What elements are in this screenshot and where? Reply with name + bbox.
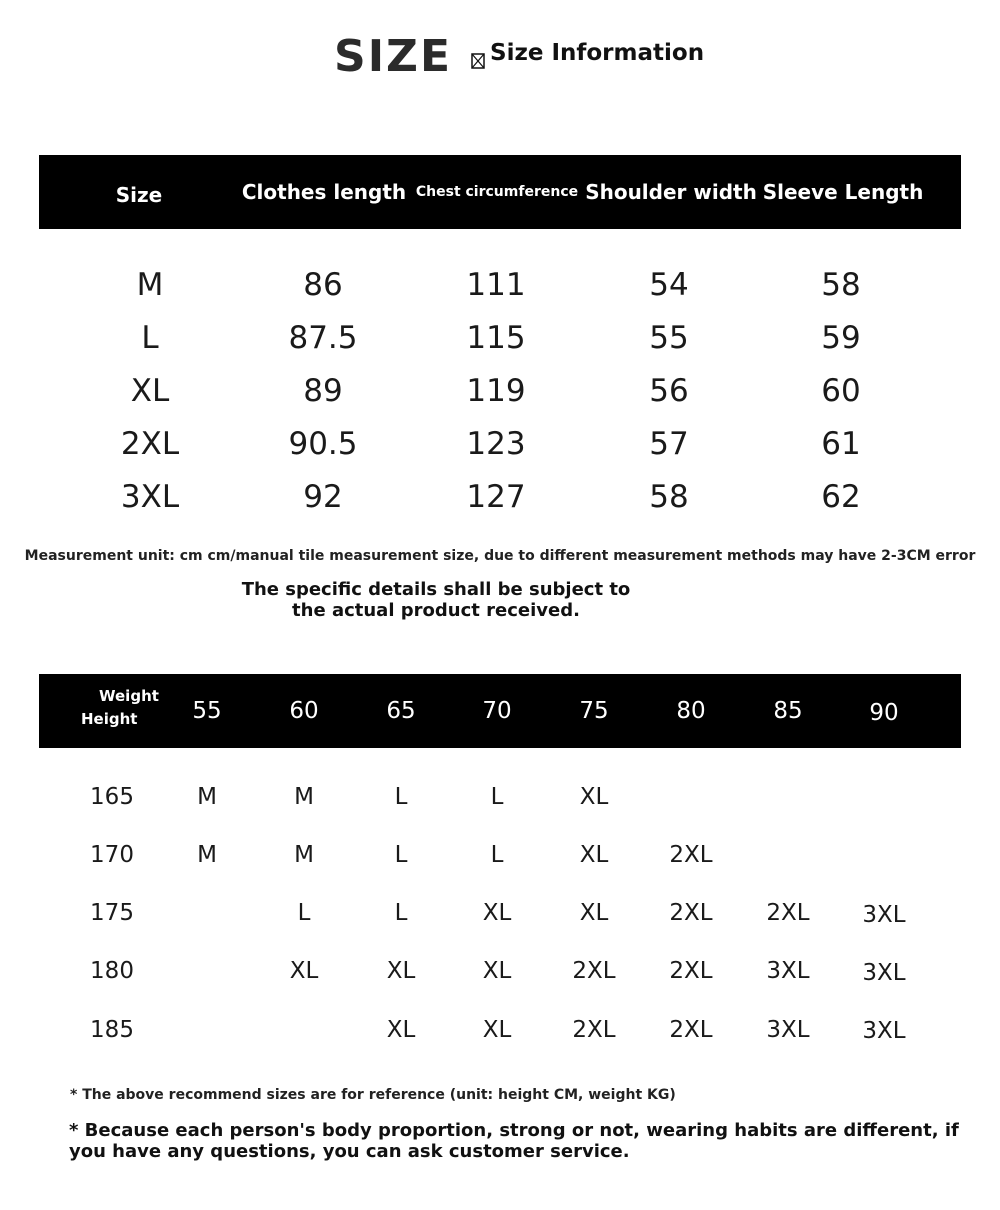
recommend-cell: 3XL [766,1017,810,1043]
sleeve-cell: 58 [821,267,861,303]
height-cell: 185 [90,1017,134,1043]
column-header-size: Size [115,183,163,207]
chest-cell: 127 [466,479,526,515]
sleeve-cell: 60 [821,373,861,409]
recommend-cell: 3XL [766,958,810,984]
recommend-cell: 2XL [669,900,713,926]
recommend-cell: 2XL [572,1017,616,1043]
recommend-cell: XL [289,958,319,984]
weight-header: 60 [289,698,319,724]
recommend-cell: L [490,842,504,868]
reference-note: * The above recommend sizes are for reference (unit: height CM, weight KG) [70,1087,676,1103]
chest-cell: 119 [466,373,526,409]
recommend-cell: XL [386,958,416,984]
height-cell: 175 [90,900,134,926]
chest-cell: 123 [466,426,526,462]
weight-header: 65 [386,698,416,724]
height-cell: 180 [90,958,134,984]
recommend-cell: XL [579,842,609,868]
recommend-cell: M [197,784,217,810]
column-header-shoulder-width: Shoulder width [585,180,757,204]
weight-header: 85 [773,698,803,724]
size-cell: 2XL [120,426,180,462]
shoulder-cell: 57 [649,426,689,462]
clothes-length-cell: 87.5 [288,320,358,356]
column-header-clothes-length: Clothes length [241,180,407,204]
chest-cell: 115 [466,320,526,356]
recommend-cell: 3XL [862,960,906,986]
height-cell: 170 [90,842,134,868]
height-cell: 165 [90,784,134,810]
corner-label-height: Height [81,710,138,728]
page-title: SIZE [334,31,453,82]
subject-note [236,579,636,621]
recommend-cell: M [197,842,217,868]
chest-cell: 111 [466,267,526,303]
sleeve-cell: 61 [821,426,861,462]
subtitle-text: Size Information [490,40,705,66]
recommend-cell: L [394,842,408,868]
recommend-cell: L [490,784,504,810]
size-cell: M [136,267,164,303]
shoulder-cell: 54 [649,267,689,303]
column-header-sleeve-length: Sleeve Length [762,180,924,204]
corner-label-weight: Weight [99,687,159,705]
recommend-cell: L [297,900,311,926]
subject-note-line-2: the actual product received. [292,600,580,621]
shoulder-cell: 58 [649,479,689,515]
shoulder-cell: 55 [649,320,689,356]
weight-header: 55 [192,698,222,724]
clothes-length-cell: 92 [303,479,343,515]
recommend-cell: XL [482,900,512,926]
size-cell: XL [130,373,170,409]
recommend-cell: XL [579,900,609,926]
recommend-cell: XL [482,1017,512,1043]
recommend-cell: L [394,784,408,810]
sleeve-cell: 62 [821,479,861,515]
recommend-cell: 3XL [862,1018,906,1044]
boxed-x-icon [471,47,485,63]
subject-note-line-1: The specific details shall be subject to [241,579,631,600]
weight-header: 90 [869,700,899,726]
page-subtitle [471,38,704,68]
clothes-length-cell: 90.5 [288,426,358,462]
weight-header: 75 [579,698,609,724]
clothes-length-cell: 86 [303,267,343,303]
recommend-cell: 2XL [669,842,713,868]
size-cell: 3XL [120,479,180,515]
recommend-cell: XL [579,784,609,810]
advice-note: * Because each person's body proportion, strong or not, wearing habits are different, if you have any questions, you can ask customer service. [69,1120,959,1162]
recommend-cell: 3XL [862,902,906,928]
recommend-cell: 2XL [572,958,616,984]
sleeve-cell: 59 [821,320,861,356]
recommend-cell: 2XL [669,1017,713,1043]
recommend-cell: XL [482,958,512,984]
recommend-cell: 2XL [669,958,713,984]
recommend-cell: XL [386,1017,416,1043]
clothes-length-cell: 89 [303,373,343,409]
recommend-table-header [39,674,961,748]
recommend-cell: M [294,784,314,810]
weight-header: 80 [676,698,706,724]
recommend-cell: L [394,900,408,926]
column-header-chest-circumference: Chest circumference [415,184,579,200]
shoulder-cell: 56 [649,373,689,409]
size-cell: L [141,320,159,356]
size-table-header [39,155,961,229]
weight-header: 70 [482,698,512,724]
recommend-cell: M [294,842,314,868]
measurement-note: Measurement unit: cm cm/manual tile measurement size, due to different measurement methods may have 2-3CM error [24,548,976,564]
recommend-cell: 2XL [766,900,810,926]
